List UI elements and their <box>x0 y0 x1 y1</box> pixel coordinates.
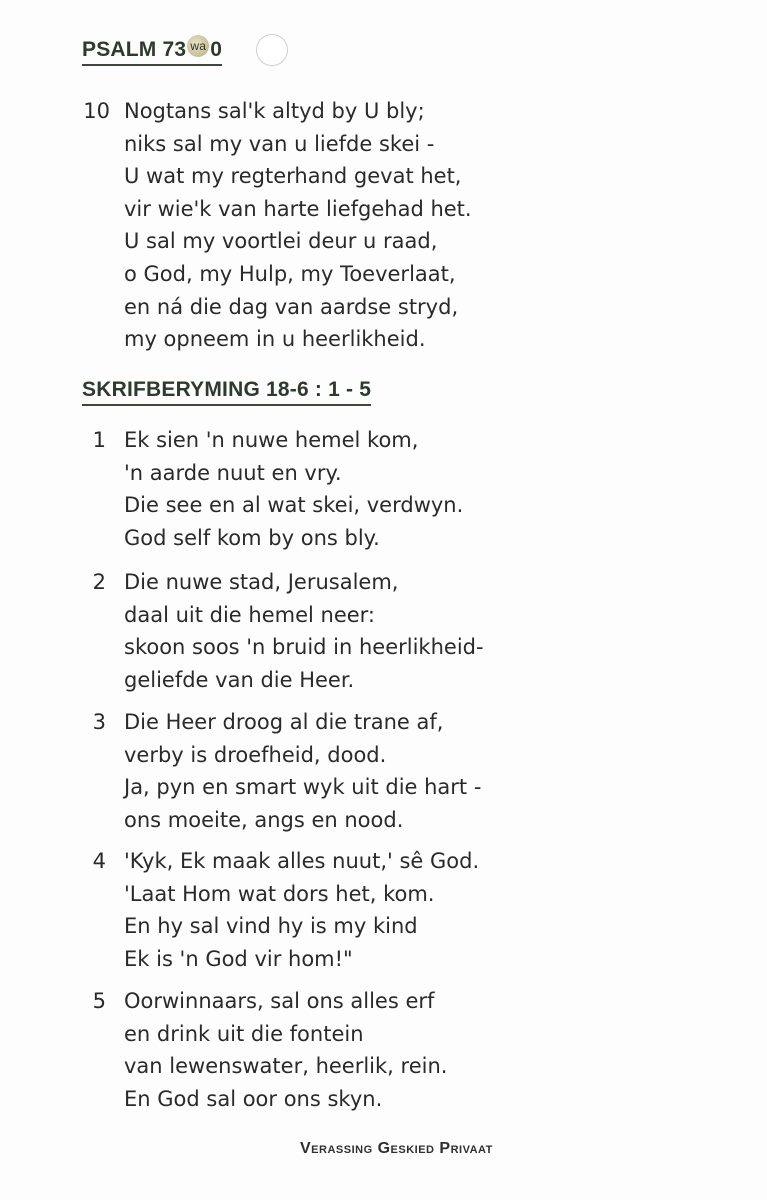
verse-line: my opneem in u heerlikheid. <box>124 327 426 352</box>
verse-line: En hy sal vind hy is my kind <box>124 914 418 939</box>
verse-lines <box>124 424 463 554</box>
verse-line: U wat my regterhand gevat het, <box>124 164 462 189</box>
verse-line: verby is droefheid, dood. <box>124 742 387 767</box>
verse-line: Oorwinnaars, sal ons alles erf <box>124 989 435 1013</box>
verse-lines <box>124 566 484 696</box>
verse-line: Ek sien 'n nuwe hemel kom, <box>124 428 419 452</box>
verse-lines <box>124 706 481 836</box>
verse-line: en drink uit die fontein <box>124 1021 364 1046</box>
verse-lines <box>124 95 472 356</box>
verse-line: 'Laat Hom wat dors het, kom. <box>124 881 435 906</box>
verse-number: 1 <box>92 428 106 452</box>
stamp-icon: wa <box>187 35 209 57</box>
verse-number: 3 <box>92 710 106 734</box>
verse-line: ons moeite, angs en nood. <box>124 807 404 832</box>
psalm-heading-suffix: 0 <box>210 38 223 61</box>
psalm-heading <box>82 38 222 66</box>
verse-line: U sal my voortlei deur u raad, <box>124 229 438 254</box>
verse-line: Ja, pyn en smart wyk uit die hart - <box>124 775 482 800</box>
verse-line: Die Heer droog al die trane af, <box>124 710 444 734</box>
verse-number: 2 <box>92 570 106 594</box>
verse-line: Die see en al wat skei, verdwyn. <box>124 493 464 518</box>
verse-line: daal uit die hemel neer: <box>124 602 375 627</box>
verse-line: o God, my Hulp, my Toeverlaat, <box>124 261 456 286</box>
verse-line: geliefde van die Heer. <box>124 667 355 692</box>
verse-line: niks sal my van u liefde skei - <box>124 131 435 156</box>
verse-lines <box>124 985 447 1115</box>
verse-line: En God sal oor ons skyn. <box>124 1086 383 1111</box>
verse-line: Ek is 'n God vir hom!" <box>124 946 353 971</box>
verse-line: Nogtans sal'k altyd by U bly; <box>124 99 425 123</box>
verse-number: 4 <box>92 849 106 873</box>
verse-line: vir wie'k van harte liefgehad het. <box>124 196 472 221</box>
psalm-heading-prefix: PSALM 73 <box>82 38 187 61</box>
verse-line: Die nuwe stad, Jerusalem, <box>124 570 399 594</box>
punch-hole-icon <box>256 34 288 66</box>
verse-line: skoon soos 'n bruid in heerlikheid- <box>124 635 484 660</box>
verse-line: van lewenswater, heerlik, rein. <box>124 1054 448 1079</box>
verse-line: God self kom by ons bly. <box>124 525 380 550</box>
verse-number: 5 <box>92 989 106 1013</box>
verse-line: 'n aarde nuut en vry. <box>124 460 342 485</box>
skrifberyming-heading: SKRIFBERYMING 18-6 : 1 - 5 <box>82 378 371 406</box>
verse-line: 'Kyk, Ek maak alles nuut,' sê God. <box>124 849 480 873</box>
verse-number: 10 <box>83 99 110 123</box>
verse-lines <box>124 845 479 975</box>
verse-line: en ná die dag van aardse stryd, <box>124 294 459 319</box>
footer-note: Verassing Geskied Privaat <box>300 1140 493 1157</box>
